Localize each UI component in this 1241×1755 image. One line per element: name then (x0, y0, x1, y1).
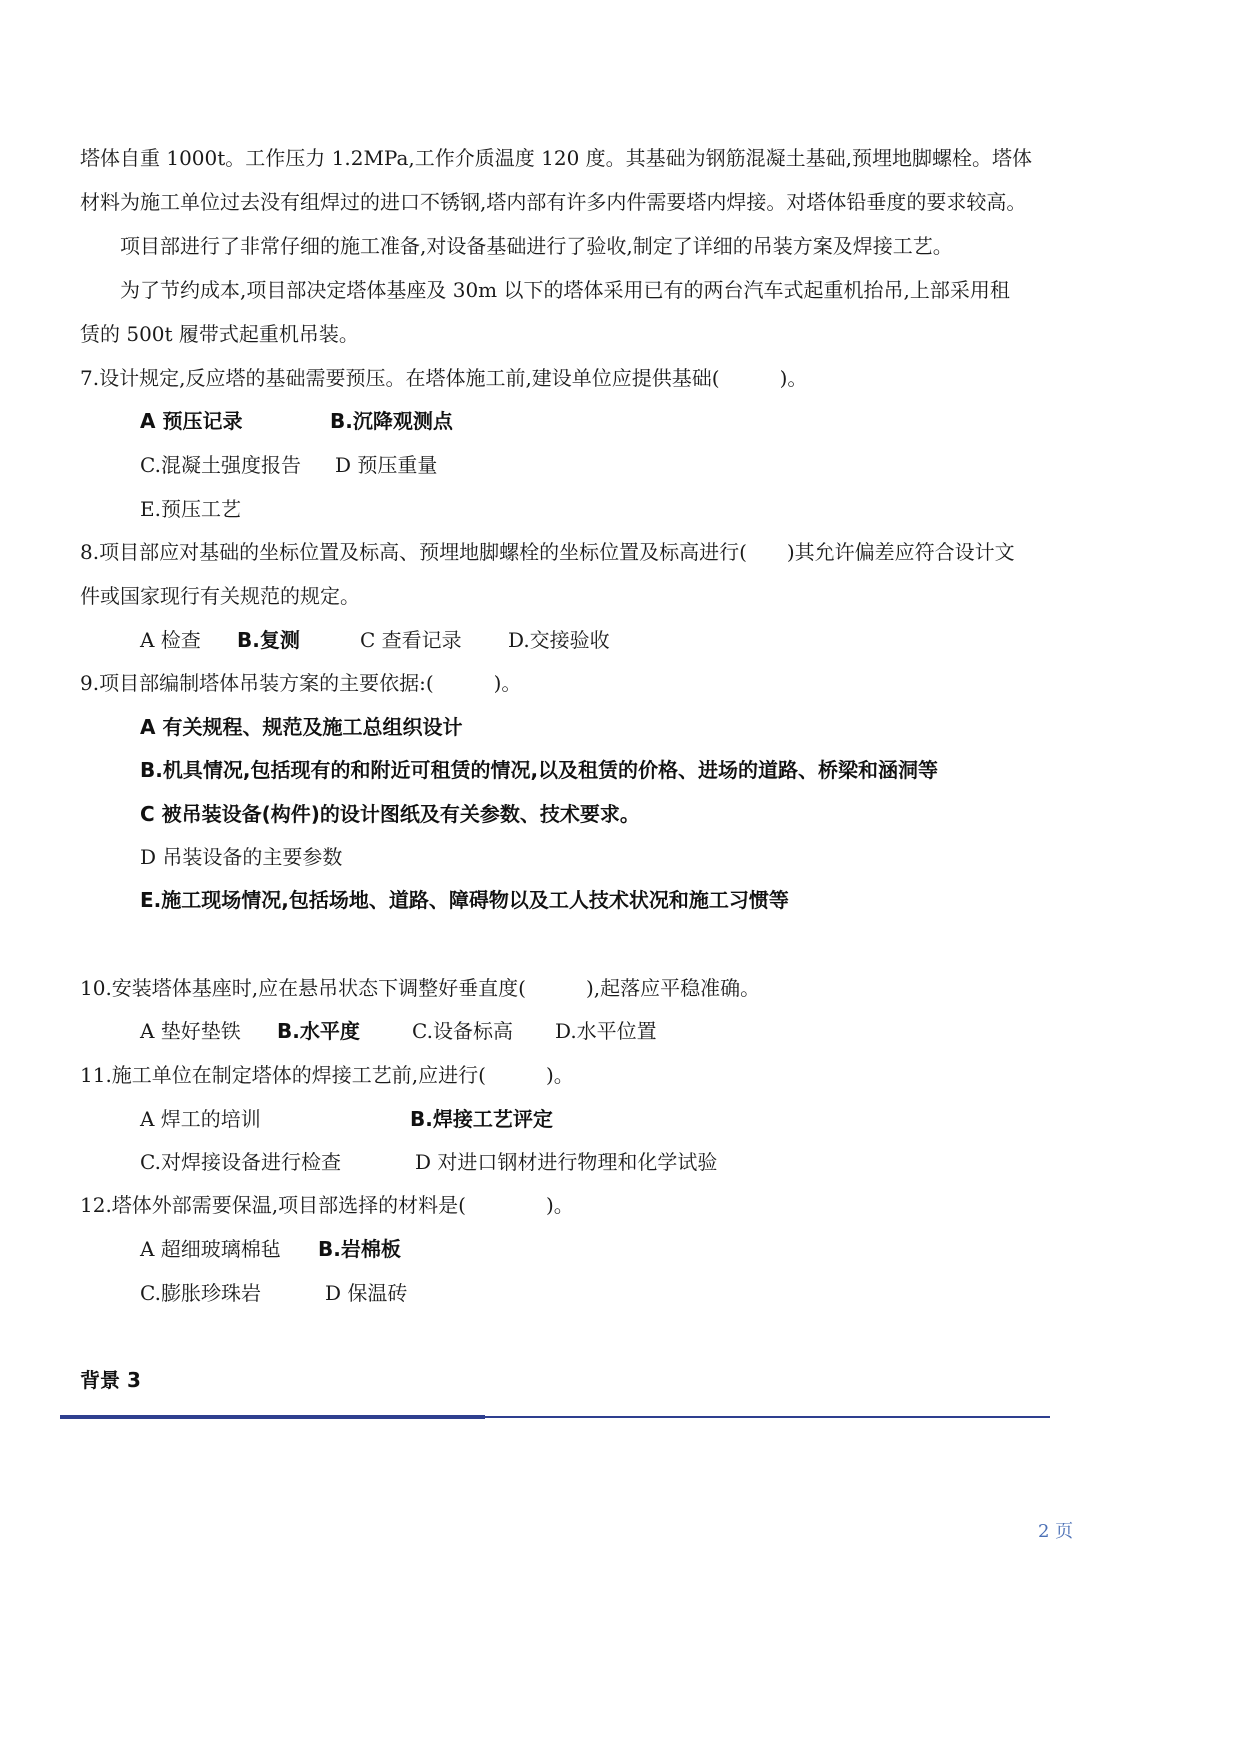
background-paragraph-2: 项目部进行了非常仔细的施工准备,对设备基础进行了验收,制定了详细的吊装方案及焊接工艺。 (120, 234, 953, 258)
footer-rule-accent (60, 1415, 485, 1419)
question-8-stem-line-2: 件或国家现行有关规范的规定。 (80, 584, 360, 608)
question-8-option-a: A 检查 (140, 628, 201, 652)
question-7-option-b: B.沉降观测点 (330, 409, 453, 433)
question-12-option-d: D 保温砖 (325, 1281, 408, 1305)
question-10-option-c: C.设备标高 (412, 1019, 513, 1043)
question-9-option-d: D 吊装设备的主要参数 (140, 845, 343, 869)
question-10-stem: 10.安装塔体基座时,应在悬吊状态下调整好垂直度( ),起落应平稳准确。 (80, 976, 761, 1000)
question-7-option-d: D 预压重量 (335, 453, 438, 477)
question-11-option-c: C.对焊接设备进行检查 (140, 1150, 341, 1174)
background-line-1: 塔体自重 1000t。工作压力 1.2MPa,工作介质温度 120 度。其基础为钢筋混凝土基础,预埋地脚螺栓。塔体 (80, 146, 1033, 170)
question-12-option-b: B.岩棉板 (318, 1237, 401, 1261)
question-8-option-b: B.复测 (237, 628, 300, 652)
question-12-option-c: C.膨胀珍珠岩 (140, 1281, 261, 1305)
question-9-option-e: E.施工现场情况,包括场地、道路、障碍物以及工人技术状况和施工习惯等 (140, 888, 789, 912)
question-7-option-e: E.预压工艺 (140, 497, 241, 521)
page-number: 2 页 (1038, 1521, 1074, 1542)
question-12-option-a: A 超细玻璃棉毡 (140, 1237, 281, 1261)
question-7-stem: 7.设计规定,反应塔的基础需要预压。在塔体施工前,建设单位应提供基础( )。 (80, 366, 808, 390)
question-12-stem: 12.塔体外部需要保温,项目部选择的材料是( )。 (80, 1193, 574, 1217)
background-paragraph-3-line-2: 赁的 500t 履带式起重机吊装。 (80, 322, 359, 346)
question-8-stem-line-1: 8.项目部应对基础的坐标位置及标高、预埋地脚螺栓的坐标位置及标高进行( )其允许偏差应符合设计文 (80, 540, 1015, 564)
question-7-option-c: C.混凝土强度报告 (140, 453, 301, 477)
question-11-option-b: B.焊接工艺评定 (410, 1107, 553, 1131)
question-11-stem: 11.施工单位在制定塔体的焊接工艺前,应进行( )。 (80, 1063, 574, 1087)
question-9-option-b: B.机具情况,包括现有的和附近可租赁的情况,以及租赁的价格、进场的道路、桥梁和涵洞等 (140, 758, 939, 782)
question-11-option-d: D 对进口钢材进行物理和化学试验 (415, 1150, 718, 1174)
question-9-option-a: A 有关规程、规范及施工总组织设计 (140, 715, 463, 739)
question-9-stem: 9.项目部编制塔体吊装方案的主要依据:( )。 (80, 671, 522, 695)
question-9-option-c: C 被吊装设备(构件)的设计图纸及有关参数、技术要求。 (140, 802, 640, 826)
section-heading-background-3: 背景 3 (80, 1368, 141, 1392)
question-7-option-a: A 预压记录 (140, 409, 243, 433)
question-10-option-a: A 垫好垫铁 (140, 1019, 241, 1043)
background-line-2: 材料为施工单位过去没有组焊过的进口不锈钢,塔内部有许多内件需要塔内焊接。对塔体铅垂度的要求较高。 (80, 190, 1027, 214)
question-8-option-d: D.交接验收 (508, 628, 610, 652)
question-11-option-a: A 焊工的培训 (140, 1107, 261, 1131)
question-10-option-d: D.水平位置 (555, 1019, 657, 1043)
question-8-option-c: C 查看记录 (360, 628, 462, 652)
question-10-option-b: B.水平度 (277, 1019, 360, 1043)
background-paragraph-3-line-1: 为了节约成本,项目部决定塔体基座及 30m 以下的塔体采用已有的两台汽车式起重机抬吊,上部采用租 (120, 278, 1010, 302)
